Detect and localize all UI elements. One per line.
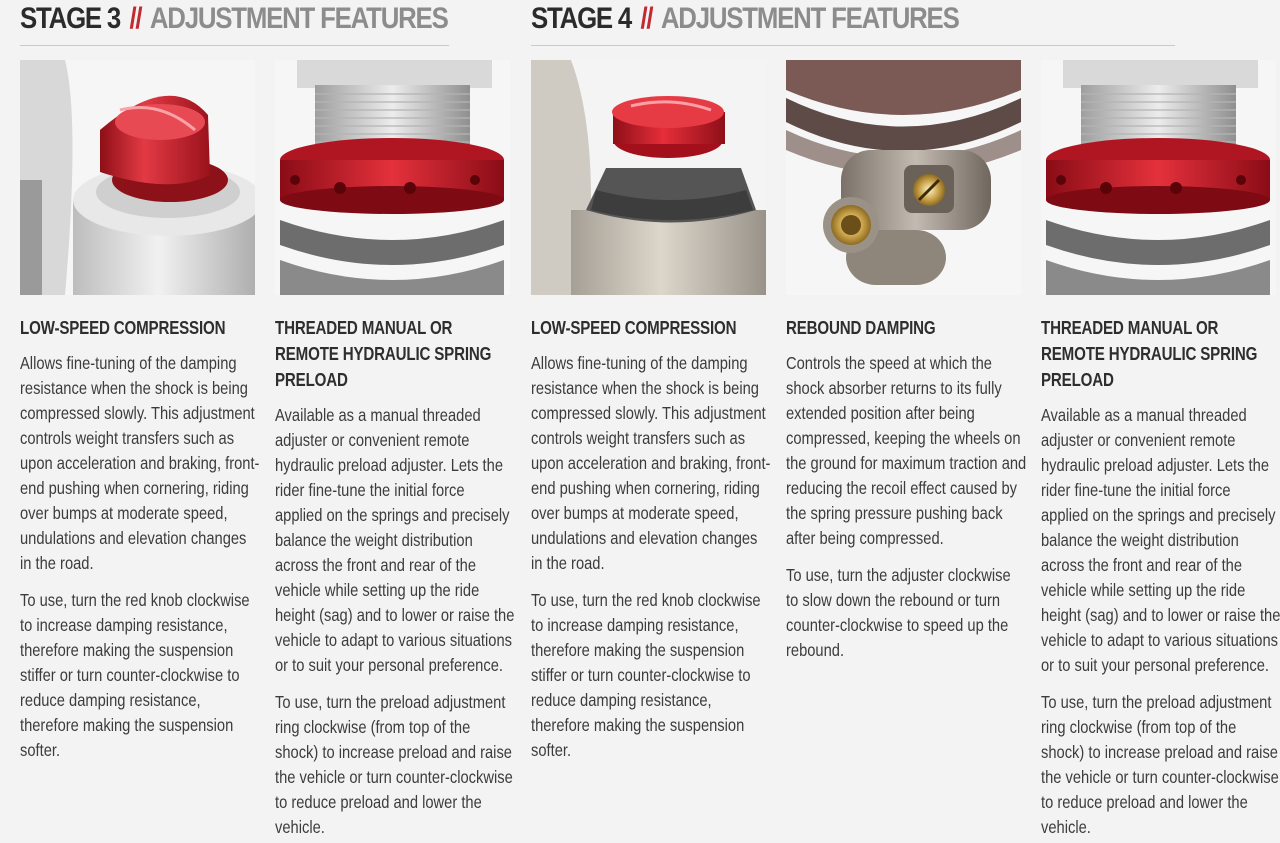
feature-description: Allows fine-tuning of the damping resistance when the shock is being compressed slowly. This adjustment controls weight transfers such as upon acceleration and braking, front-end pushing when cornering, riding over bumps at moderate speed, undulations and elevation changes in the road.	[531, 353, 771, 573]
feature-description: Available as a manual threaded adjuster or convenient remote hydraulic preload adjuster. Lets the rider fine-tune the initial force applied on the springs and precisely balance the weight distribution across the front and rear of the vehicle while setting up the ride height (sag) and to lower or raise the vehicle to adapt to various situations or to suit your personal preference.	[1041, 405, 1280, 675]
stage-3-section	[20, 0, 519, 46]
feature-instructions: To use, turn the red knob clockwise to increase damping resistance, therefore making the suspension stiffer or turn counter-clockwise to reduce damping resistance, therefore making the suspension softer.	[20, 590, 250, 760]
stage-3-subtitle: ADJUSTMENT FEATURES	[149, 2, 448, 35]
rebound-damping-adjuster-icon	[786, 60, 1021, 295]
feature-description: Controls the speed at which the shock absorber returns to its fully extended position after being compressed, keeping the wheels on the ground for maximum traction and reducing the recoil effect caused by the spring pressure pushing back after being compressed.	[786, 353, 1027, 548]
feature-description: Allows fine-tuning of the damping resistance when the shock is being compressed slowly. This adjustment controls weight transfers such as upon acceleration and braking, front-end pushing when cornering, riding over bumps at moderate speed, undulations and elevation changes in the road.	[20, 353, 260, 573]
feature-card-stage4-spring-preload	[1041, 60, 1278, 840]
feature-card-stage4-rebound-damping	[786, 60, 1027, 663]
feature-instructions: To use, turn the preload adjustment ring clockwise (from top of the shock) to increase preload and raise the vehicle or turn counter-clockwise to reduce preload and lower the vehicle.	[1041, 692, 1279, 837]
feature-description: Available as a manual threaded adjuster or convenient remote hydraulic preload adjuster. Lets the rider fine-tune the initial force applied on the springs and precisely balance the weight distribution across the front and rear of the vehicle while setting up the ride height (sag) and to lower or raise the vehicle to adapt to various situations or to suit your personal preference.	[275, 405, 515, 675]
spring-preload-ring-icon	[1041, 60, 1276, 295]
stage-4-heading	[531, 0, 1175, 46]
feature-instructions: To use, turn the preload adjustment ring clockwise (from top of the shock) to increase preload and raise the vehicle or turn counter-clockwise to reduce preload and lower the vehicle.	[275, 692, 513, 837]
stage-4-subtitle: ADJUSTMENT FEATURES	[660, 2, 959, 35]
feature-card-stage3-low-speed-compression	[20, 60, 260, 763]
feature-title: REBOUND DAMPING	[786, 318, 936, 338]
feature-card-stage4-low-speed-compression	[531, 60, 771, 763]
stage-3-number: STAGE 3	[20, 2, 121, 35]
feature-title: LOW-SPEED COMPRESSION	[531, 318, 737, 338]
stage-4-number: STAGE 4	[531, 2, 632, 35]
spring-preload-ring-icon	[275, 60, 510, 295]
low-speed-compression-knob-icon	[531, 60, 766, 295]
feature-title: THREADED MANUAL OR REMOTE HYDRAULIC SPRING PRELOAD	[1041, 318, 1258, 390]
feature-card-stage3-spring-preload	[275, 60, 515, 840]
stage-4-section	[531, 0, 1280, 46]
feature-instructions: To use, turn the adjuster clockwise to slow down the rebound or turn counter-clockwise to speed up the rebound.	[786, 565, 1011, 660]
heading-separator: //	[129, 2, 142, 35]
feature-title: THREADED MANUAL OR REMOTE HYDRAULIC SPRING PRELOAD	[275, 318, 492, 390]
feature-instructions: To use, turn the red knob clockwise to increase damping resistance, therefore making the suspension stiffer or turn counter-clockwise to reduce damping resistance, therefore making the suspension softer.	[531, 590, 761, 760]
low-speed-compression-knob-icon	[20, 60, 255, 295]
feature-title: LOW-SPEED COMPRESSION	[20, 318, 226, 338]
stage-3-heading	[20, 0, 449, 46]
heading-separator: //	[640, 2, 653, 35]
